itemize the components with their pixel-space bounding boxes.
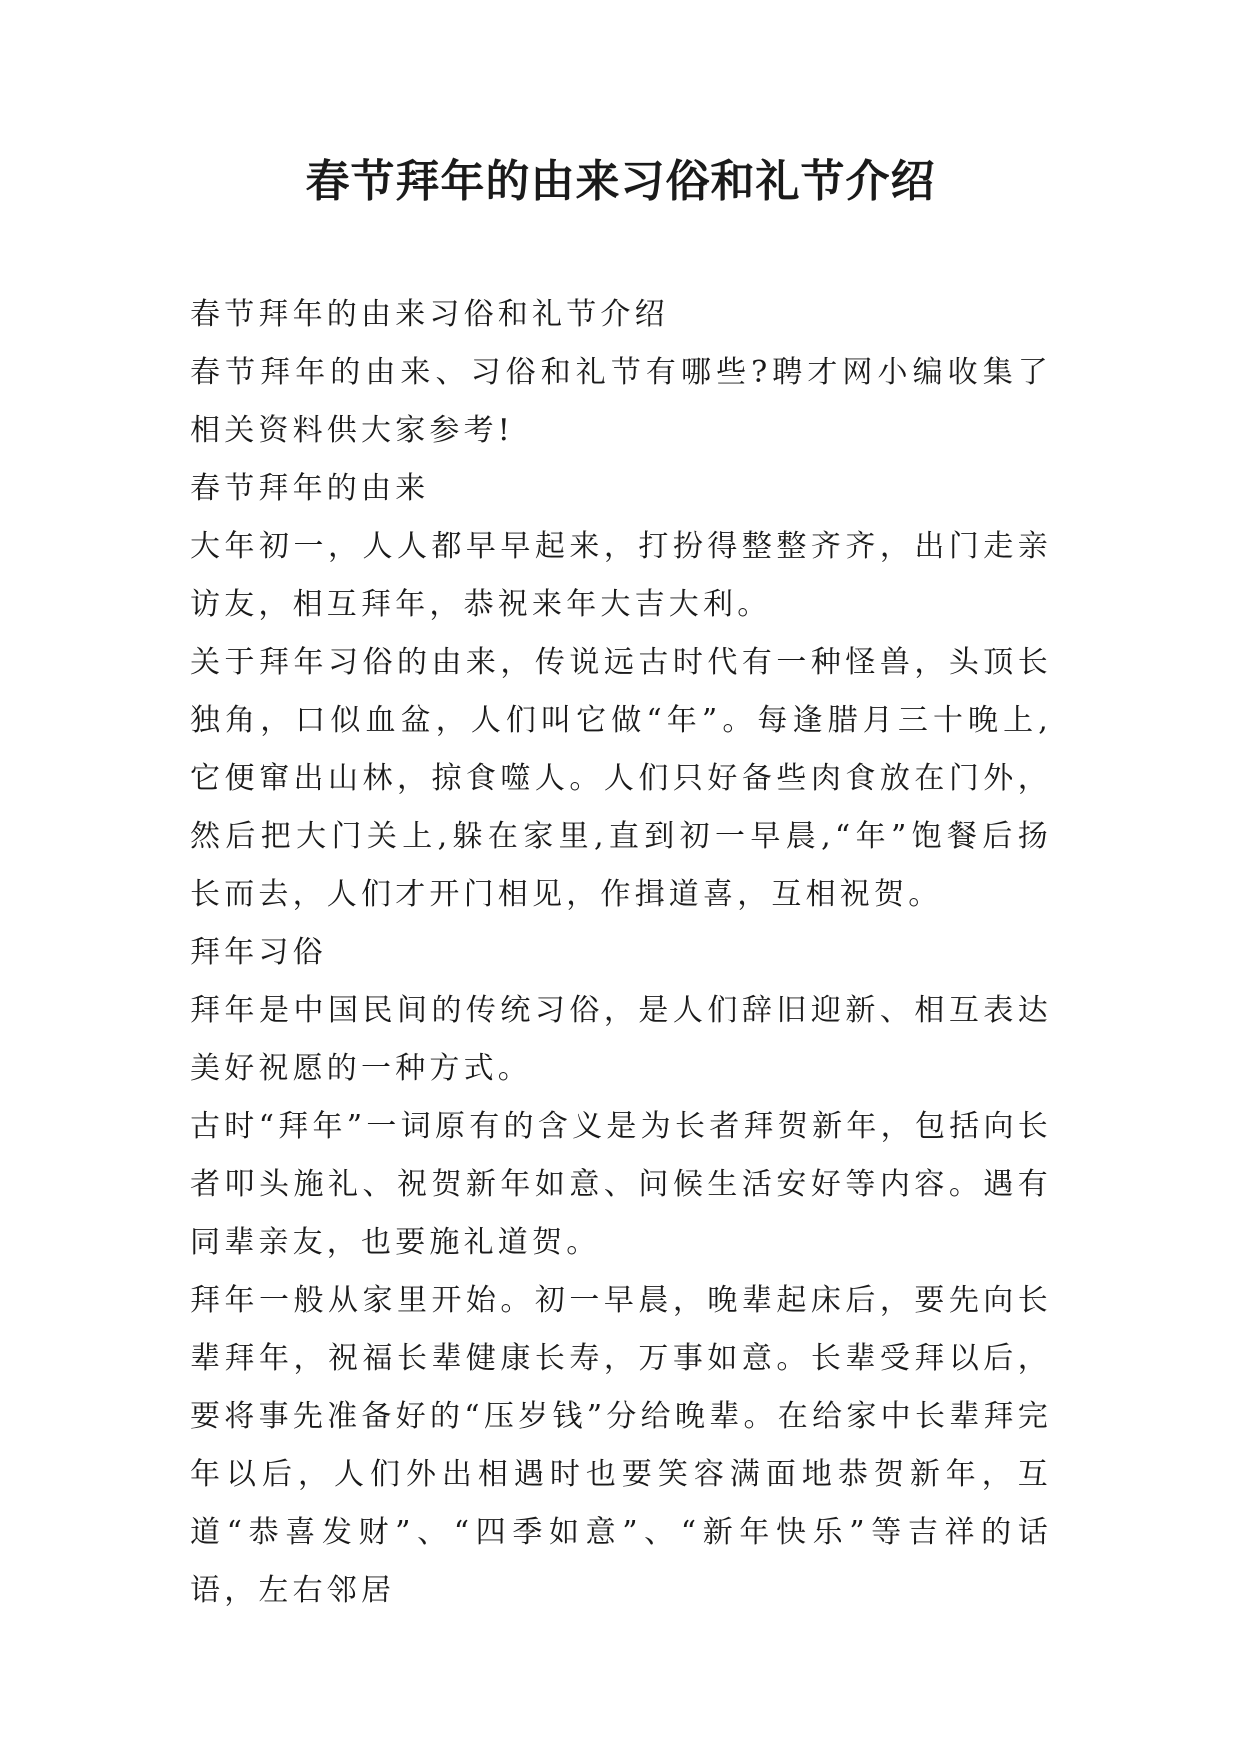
document-title: 春节拜年的由来习俗和礼节介绍 bbox=[305, 156, 936, 207]
paragraph-customs-1: 拜年是中国民间的传统习俗，是人们辞旧迎新、相互表达美好祝愿的一种方式。 bbox=[190, 993, 1052, 1086]
section-heading-origin: 春节拜年的由来 bbox=[190, 471, 430, 506]
document-body bbox=[190, 286, 1052, 1620]
paragraph-customs-2: 古时“拜年”一词原有的含义是为长者拜贺新年，包括向长者叩头施礼、祝贺新年如意、问候生活安好等内容。遇有同辈亲友，也要施礼道贺。 bbox=[190, 1109, 1052, 1260]
paragraph-customs-3: 拜年一般从家里开始。初一早晨，晚辈起床后，要先向长辈拜年，祝福长辈健康长寿，万事如意。长辈受拜以后，要将事先准备好的“压岁钱”分给晚辈。在给家中长辈拜完年以后，人们外出相遇时也要笑容满面地恭贺新年，互道“恭喜发财”、“四季如意”、“新年快乐”等吉祥的话语，左右邻居 bbox=[190, 1283, 1052, 1608]
paragraph-intro: 春节拜年的由来、习俗和礼节有哪些?聘才网小编收集了相关资料供大家参考! bbox=[190, 355, 1052, 448]
paragraph-origin-1: 大年初一，人人都早早起来，打扮得整整齐齐，出门走亲访友，相互拜年，恭祝来年大吉大利。 bbox=[190, 529, 1052, 622]
paragraph-origin-2: 关于拜年习俗的由来，传说远古时代有一种怪兽，头顶长独角，口似血盆，人们叫它做“年”。每逢腊月三十晚上,它便窜出山林，掠食噬人。人们只好备些肉食放在门外，然后把大门关上,躲在家里,直到初一早晨,“年”饱餐后扬长而去，人们才开门相见，作揖道喜，互相祝贺。 bbox=[190, 645, 1052, 912]
paragraph-intro-heading: 春节拜年的由来习俗和礼节介绍 bbox=[190, 297, 669, 332]
section-heading-customs: 拜年习俗 bbox=[190, 935, 327, 970]
